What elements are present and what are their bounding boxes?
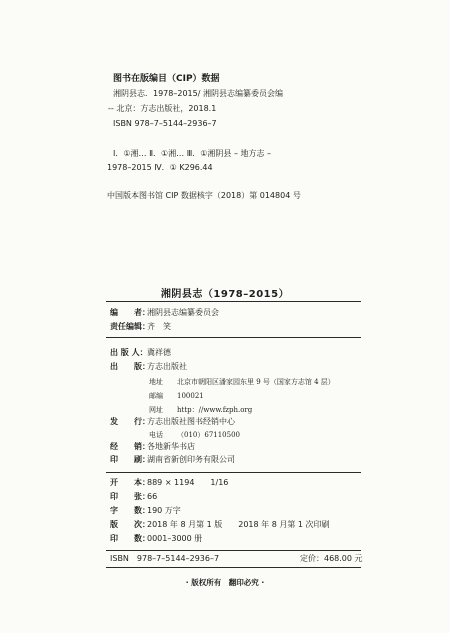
editor-value: 湘阴县志编纂委员会: [147, 308, 219, 317]
website-value: http：//www.fzph.org: [177, 406, 253, 414]
printer-value: 湖南省新创印务有限公司: [147, 455, 235, 464]
edition-value: 2018 年 8 月第 1 版 2018 年 8 月第 1 次印刷: [147, 520, 330, 529]
publisher-label: 出 版：: [110, 362, 150, 371]
publisher-value: 方志出版社: [147, 362, 187, 371]
price: 定价：468.00 元: [300, 554, 363, 563]
distribution-value: 方志出版社图书经销中心: [147, 417, 235, 426]
cip-approval-number: 中国版本图书馆 CIP 数据核字（2018）第 014804 号: [107, 191, 301, 200]
cip-heading: 图书在版编目（CIP）数据: [113, 74, 220, 84]
postcode-value: 100021: [177, 392, 204, 400]
words-label: 字 数：: [110, 506, 150, 515]
address-label: 地址: [149, 378, 163, 386]
phone-value: （010）67110500: [177, 431, 240, 439]
format-value: 889 × 1194 1/16: [147, 478, 229, 487]
publisher-person-label: 出 版 人：: [110, 348, 148, 357]
divider-isbn: [106, 550, 361, 551]
sales-label: 经 销：: [110, 442, 150, 451]
phone-label: 电话: [149, 431, 163, 439]
cip-publisher-line: -- 北京：方志出版社，2018.1: [108, 104, 217, 113]
postcode-label: 邮编: [149, 392, 163, 400]
copyright-notice: · 版权所有 翻印必究 ·: [185, 578, 265, 587]
edition-label: 版 次：: [110, 520, 150, 529]
book-title: 湘阴县志（1978–2015）: [160, 289, 290, 300]
divider-top: [106, 301, 361, 302]
sales-value: 各地新华书店: [147, 442, 195, 451]
isbn-line: ISBN 978–7–5144–2936–7: [110, 554, 220, 563]
cip-isbn-line: ISBN 978–7–5144–2936–7: [113, 119, 217, 128]
sheets-value: 66: [147, 492, 158, 501]
responsible-editor-label: 责任编辑：: [110, 322, 150, 331]
cip-title-line: 湘阴县志．1978–2015/ 湘阴县志编纂委员会编: [113, 89, 283, 98]
website-label: 网址: [149, 406, 163, 414]
copies-label: 印 数：: [110, 534, 150, 543]
cip-subject-line: Ⅰ．①湘… Ⅱ．①湘… Ⅲ．①湘阴县 – 地方志 –: [113, 149, 272, 158]
responsible-editor-value: 齐 笑: [147, 322, 171, 331]
copies-value: 0001–3000 册: [147, 534, 203, 543]
distribution-label: 发 行：: [110, 417, 150, 426]
sheets-label: 印 张：: [110, 492, 150, 501]
publisher-person-value: 冀祥德: [147, 348, 171, 357]
divider-specs: [106, 472, 361, 473]
editor-label: 编 者：: [110, 308, 150, 317]
divider-credits: [106, 337, 361, 338]
words-value: 190 万字: [147, 506, 181, 515]
address-value: 北京市朝阳区潘家园东里 9 号（国家方志馆 4 层）: [177, 378, 335, 386]
divider-bottom: [106, 567, 361, 568]
cip-classification-line: 1978–2015 Ⅳ．① K296.44: [107, 163, 213, 172]
format-label: 开 本：: [110, 478, 150, 487]
printer-label: 印 刷：: [110, 455, 150, 464]
